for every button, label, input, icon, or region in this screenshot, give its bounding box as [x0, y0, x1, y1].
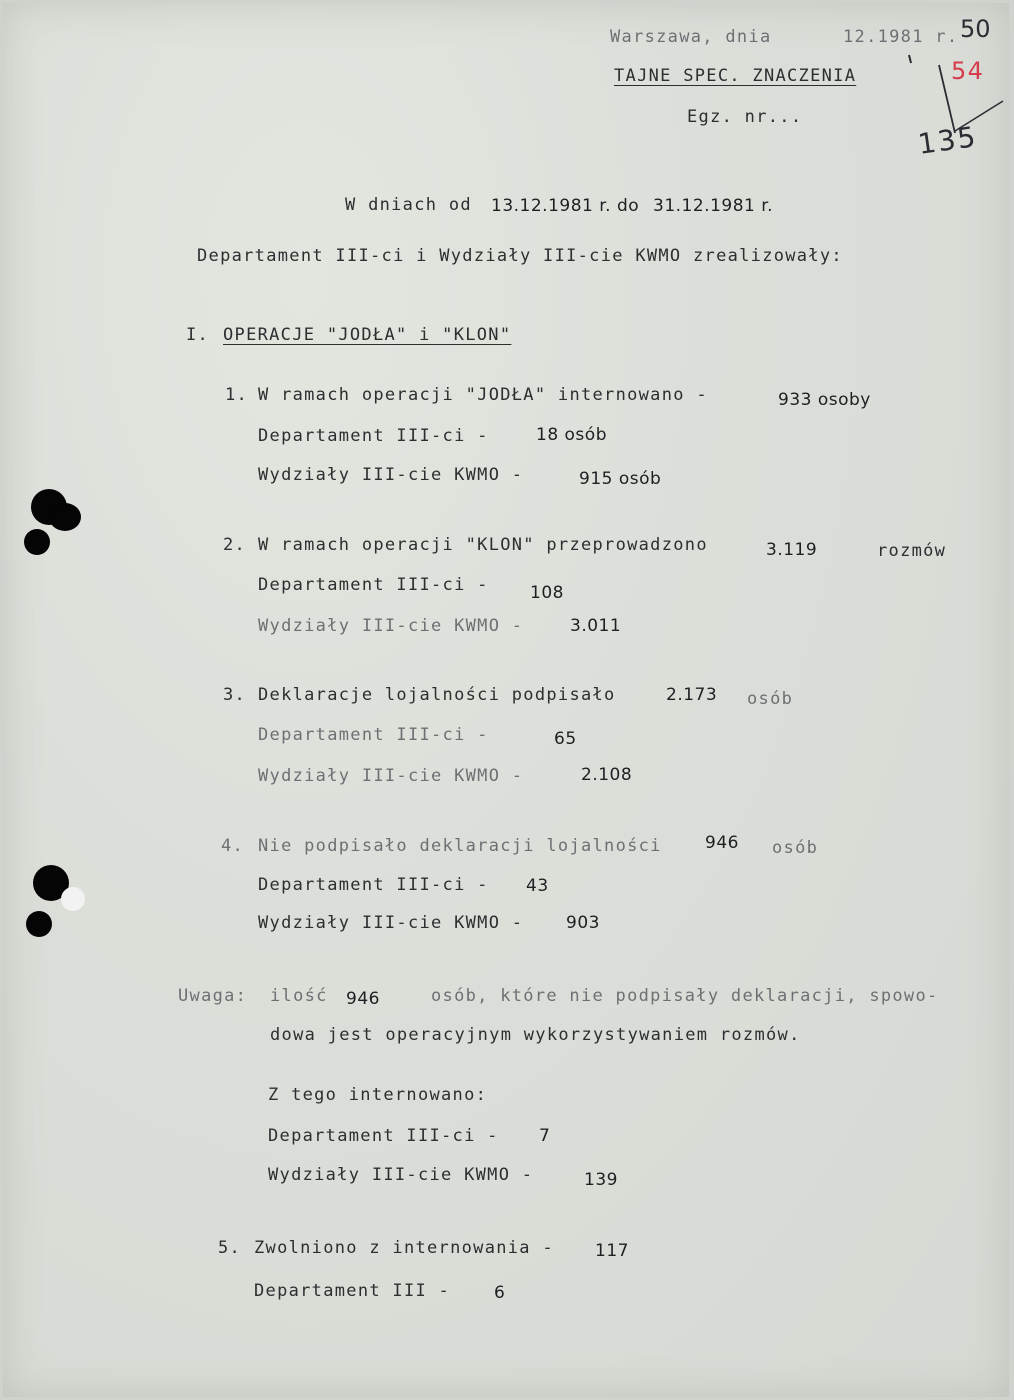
period-date-from: 13.12.1981 r. do [491, 196, 640, 216]
item-1-value: 933 osoby [778, 390, 871, 410]
item-1-breakdown-label-1: Departament III-ci - [258, 426, 489, 446]
item-4-breakdown-value-2: 903 [566, 913, 600, 933]
item-5-breakdown-value-1: 6 [494, 1283, 506, 1303]
section-title: OPERACJE "JODŁA" i "KLON" [223, 325, 512, 345]
item-3-value: 2.173 [666, 685, 718, 705]
item-2-number: 2. [223, 535, 247, 555]
item-2-value: 3.119 [766, 540, 818, 560]
punch-hole [61, 887, 85, 911]
item-3-unit: osób [747, 689, 794, 709]
item-4-unit: osób [772, 838, 819, 858]
classification-stamp: TAJNE SPEC. ZNACZENIA [614, 66, 857, 86]
note-breakdown-label-2: Wydziały III-cie KWMO - [268, 1165, 534, 1185]
item-4-text: Nie podpisało deklaracji lojalności [258, 836, 662, 856]
note-line2: dowa jest operacyjnym wykorzystywaniem rozmów. [270, 1025, 801, 1045]
note-line1-a: ilość [270, 986, 328, 1006]
note-line1-value: 946 [346, 989, 380, 1009]
item-3-breakdown-label-1: Departament III-ci - [258, 725, 489, 745]
item-5-value: 117 [595, 1241, 629, 1261]
item-2-breakdown-value-2: 3.011 [570, 616, 622, 636]
item-1-breakdown-value-2: 915 osób [579, 469, 662, 489]
document-page [3, 3, 1009, 1397]
item-2-breakdown-label-1: Departament III-ci - [258, 575, 489, 595]
item-1-text: W ramach operacji "JODŁA" internowano - [258, 385, 708, 405]
item-4-breakdown-label-2: Wydziały III-cie KWMO - [258, 913, 524, 933]
item-5-breakdown-label-1: Departament III - [254, 1281, 451, 1301]
item-2-breakdown-value-1: 108 [530, 583, 564, 603]
intro-line: Departament III-ci i Wydziały III-cie KWMO zrealizowały: [197, 246, 843, 266]
item-4-breakdown-label-1: Departament III-ci - [258, 875, 489, 895]
item-4-value: 946 [705, 833, 739, 853]
item-5-text: Zwolniono z internowania - [254, 1238, 554, 1258]
period-prefix: W dniach od [345, 195, 472, 215]
item-2-unit: rozmów [877, 541, 947, 561]
item-5-number: 5. [218, 1238, 242, 1258]
item-4-breakdown-value-1: 43 [526, 876, 549, 896]
item-1-number: 1. [225, 385, 249, 405]
punch-hole [49, 503, 81, 531]
note-label: Uwaga: [178, 986, 248, 1006]
item-3-breakdown-value-1: 65 [554, 729, 577, 749]
note-breakdown-label-1: Departament III-ci - [268, 1126, 499, 1146]
copy-number: Egz. nr... [687, 107, 803, 127]
item-3-number: 3. [223, 685, 247, 705]
item-1-breakdown-label-2: Wydziały III-cie KWMO - [258, 465, 524, 485]
item-3-text: Deklaracje lojalności podpisało [258, 685, 616, 705]
pen-strokes [3, 3, 1009, 1397]
note-line1-b: osób, które nie podpisały deklaracji, spowo- [431, 986, 939, 1006]
item-2-breakdown-label-2: Wydziały III-cie KWMO - [258, 616, 524, 636]
item-3-breakdown-label-2: Wydziały III-cie KWMO - [258, 766, 524, 786]
period-date-to: 31.12.1981 r. [653, 196, 774, 216]
note-sub-heading: Z tego internowano: [268, 1085, 488, 1105]
date-value: 12.1981 r. [843, 27, 959, 47]
punch-hole [24, 529, 50, 555]
section-number: I. [186, 325, 210, 345]
red-folio-number: 54 [951, 57, 985, 85]
note-breakdown-value-1: 7 [539, 1126, 551, 1146]
item-2-text: W ramach operacji "KLON" przeprowadzono [258, 535, 708, 555]
folio-number: 50 [960, 15, 991, 43]
item-3-breakdown-value-2: 2.108 [581, 765, 633, 785]
handwritten-mark: 135 [915, 120, 980, 161]
punch-hole [26, 911, 52, 937]
place-date: Warszawa, dnia [610, 27, 772, 47]
note-breakdown-value-2: 139 [584, 1170, 618, 1190]
item-1-breakdown-value-1: 18 osób [536, 425, 607, 445]
item-4-number: 4. [221, 836, 245, 856]
